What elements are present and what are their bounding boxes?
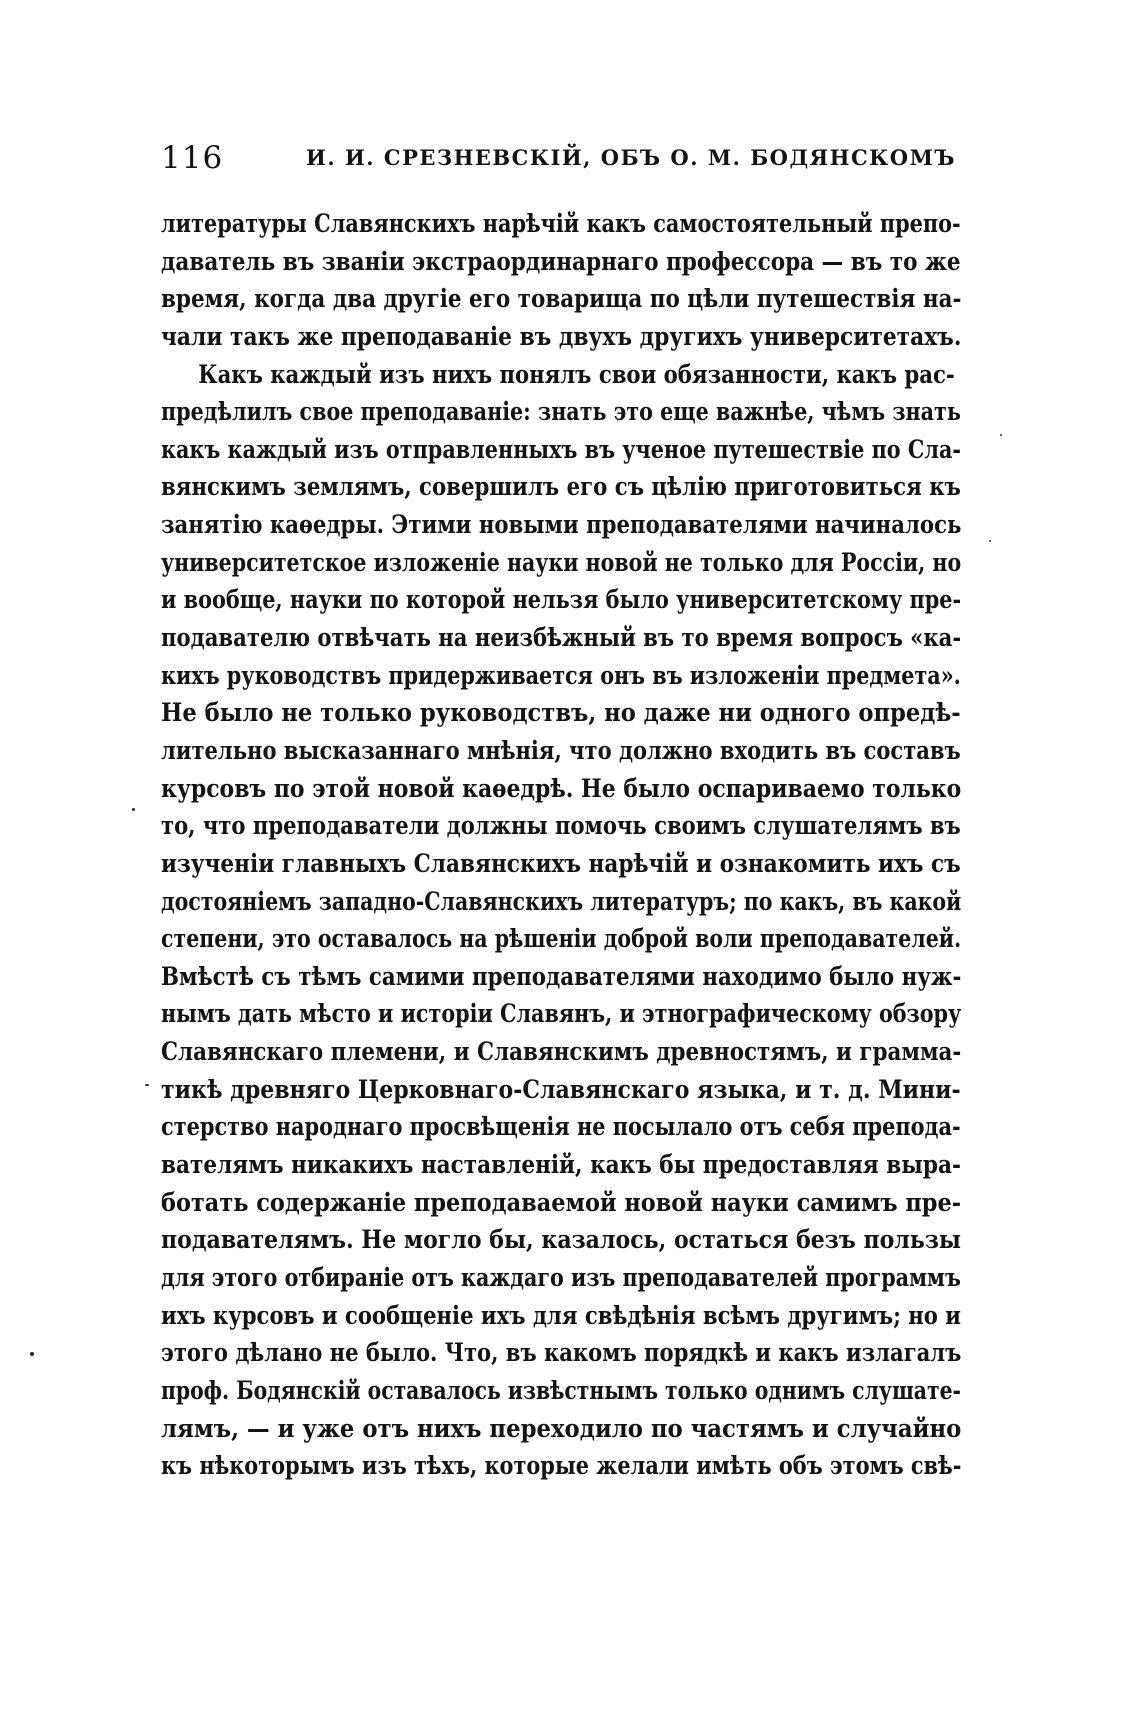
page-header: [161, 138, 961, 178]
running-head: И. И. СРЕЗНЕВСКІЙ, ОБЪ О. М. БОДЯНСКОМЪ: [306, 145, 956, 170]
text-line: занятію каѳедры. Этими новыми преподавателями начиналось: [161, 510, 962, 540]
text-line: то, что преподаватели должны помочь своимъ слушателямъ въ: [161, 811, 961, 841]
text-line: этого дѣлано не было. Что, въ какомъ порядкѣ и какъ излагалъ: [161, 1338, 962, 1368]
paragraph-first-line: Какъ каждый изъ нихъ понялъ свои обязанности, какъ рас-: [198, 359, 955, 389]
text-line: подавателямъ. Не могло бы, казалось, остаться безъ пользы: [161, 1225, 962, 1255]
text-line: Не было не только руководствъ, но даже ни одного опредѣ-: [161, 698, 961, 728]
text-line: Вмѣстѣ съ тѣмъ самими преподавателями находимо было нуж-: [161, 961, 962, 991]
text-line: достояніемъ западно-Славянскихъ литературъ; по какъ, въ какой: [161, 886, 962, 916]
text-line: предѣлилъ свое преподаваніе: знать это еще важнѣе, чѣмъ знать: [161, 397, 961, 427]
text-line: ботать содержаніе преподаваемой новой науки самимъ пре-: [161, 1187, 962, 1217]
text-line: даватель въ званіи экстраординарнаго профессора — въ то же: [161, 246, 961, 276]
scan-speck: [145, 1084, 149, 1086]
scan-speck: [989, 540, 991, 542]
scan-speck: [30, 1352, 34, 1356]
text-line: нымъ дать мѣсто и исторіи Славянъ, и этнографическому обзору: [161, 999, 962, 1029]
body-text: [161, 205, 961, 1485]
scan-speck: [132, 808, 135, 811]
text-line: время, когда два другіе его товарища по цѣли путешествія на-: [161, 284, 962, 314]
text-line: литературы Славянскихъ нарѣчій какъ самостоятельный препо-: [161, 209, 961, 238]
text-line: лительно высказаннаго мнѣнія, что должно входить въ составъ: [161, 735, 961, 765]
text-line: стерство народнаго просвѣщенія не посылало отъ себя препода-: [161, 1112, 961, 1142]
text-line: изученіи главныхъ Славянскихъ нарѣчій и ознакомить ихъ съ: [161, 848, 961, 878]
text-line: и вообще, науки по которой нельзя было университетскому пре-: [161, 585, 962, 615]
scan-speck: [1000, 434, 1002, 436]
text-line: подавателю отвѣчать на неизбѣжный въ то время вопросъ «ка-: [161, 623, 962, 653]
text-line: чали такъ же преподаваніе въ двухъ другихъ университетахъ.: [161, 321, 962, 351]
text-line: университетское изложеніе науки новой не только для Россіи, но: [161, 547, 962, 577]
text-line: курсовъ по этой новой каѳедрѣ. Не было оспариваемо только: [161, 773, 962, 803]
text-line: ихъ курсовъ и сообщеніе ихъ для свѣдѣнія всѣмъ другимъ; но и: [161, 1300, 961, 1330]
text-line: къ нѣкоторымъ изъ тѣхъ, которые желали имѣть объ этомъ свѣ-: [161, 1451, 962, 1481]
text-line: лямъ, — и уже отъ нихъ переходило по частямъ и случайно: [161, 1413, 962, 1443]
text-line: проф. Бодянскій оставалось извѣстнымъ только однимъ слушате-: [161, 1375, 961, 1405]
text-line: тикѣ древняго Церковнаго-Славянскаго языка, и т. д. Мини-: [161, 1074, 961, 1104]
text-line: какъ каждый изъ отправленныхъ въ ученое путешествіе по Сла-: [161, 434, 962, 464]
text-line: для этого отбираніе отъ каждаго изъ преподавателей программъ: [161, 1262, 961, 1292]
text-line: Славянскаго племени, и Славянскимъ древностямъ, и грамма-: [161, 1037, 962, 1067]
page-number: 116: [161, 140, 224, 176]
text-line: вателямъ никакихъ наставленій, какъ бы предоставляя выра-: [161, 1150, 961, 1180]
text-line: вянскимъ землямъ, совершилъ его съ цѣлію приготовиться къ: [161, 472, 961, 502]
text-line: кихъ руководствъ придерживается онъ въ изложеніи предмета».: [161, 660, 961, 690]
text-line: степени, это оставалось на рѣшеніи доброй воли преподавателей.: [161, 924, 962, 954]
